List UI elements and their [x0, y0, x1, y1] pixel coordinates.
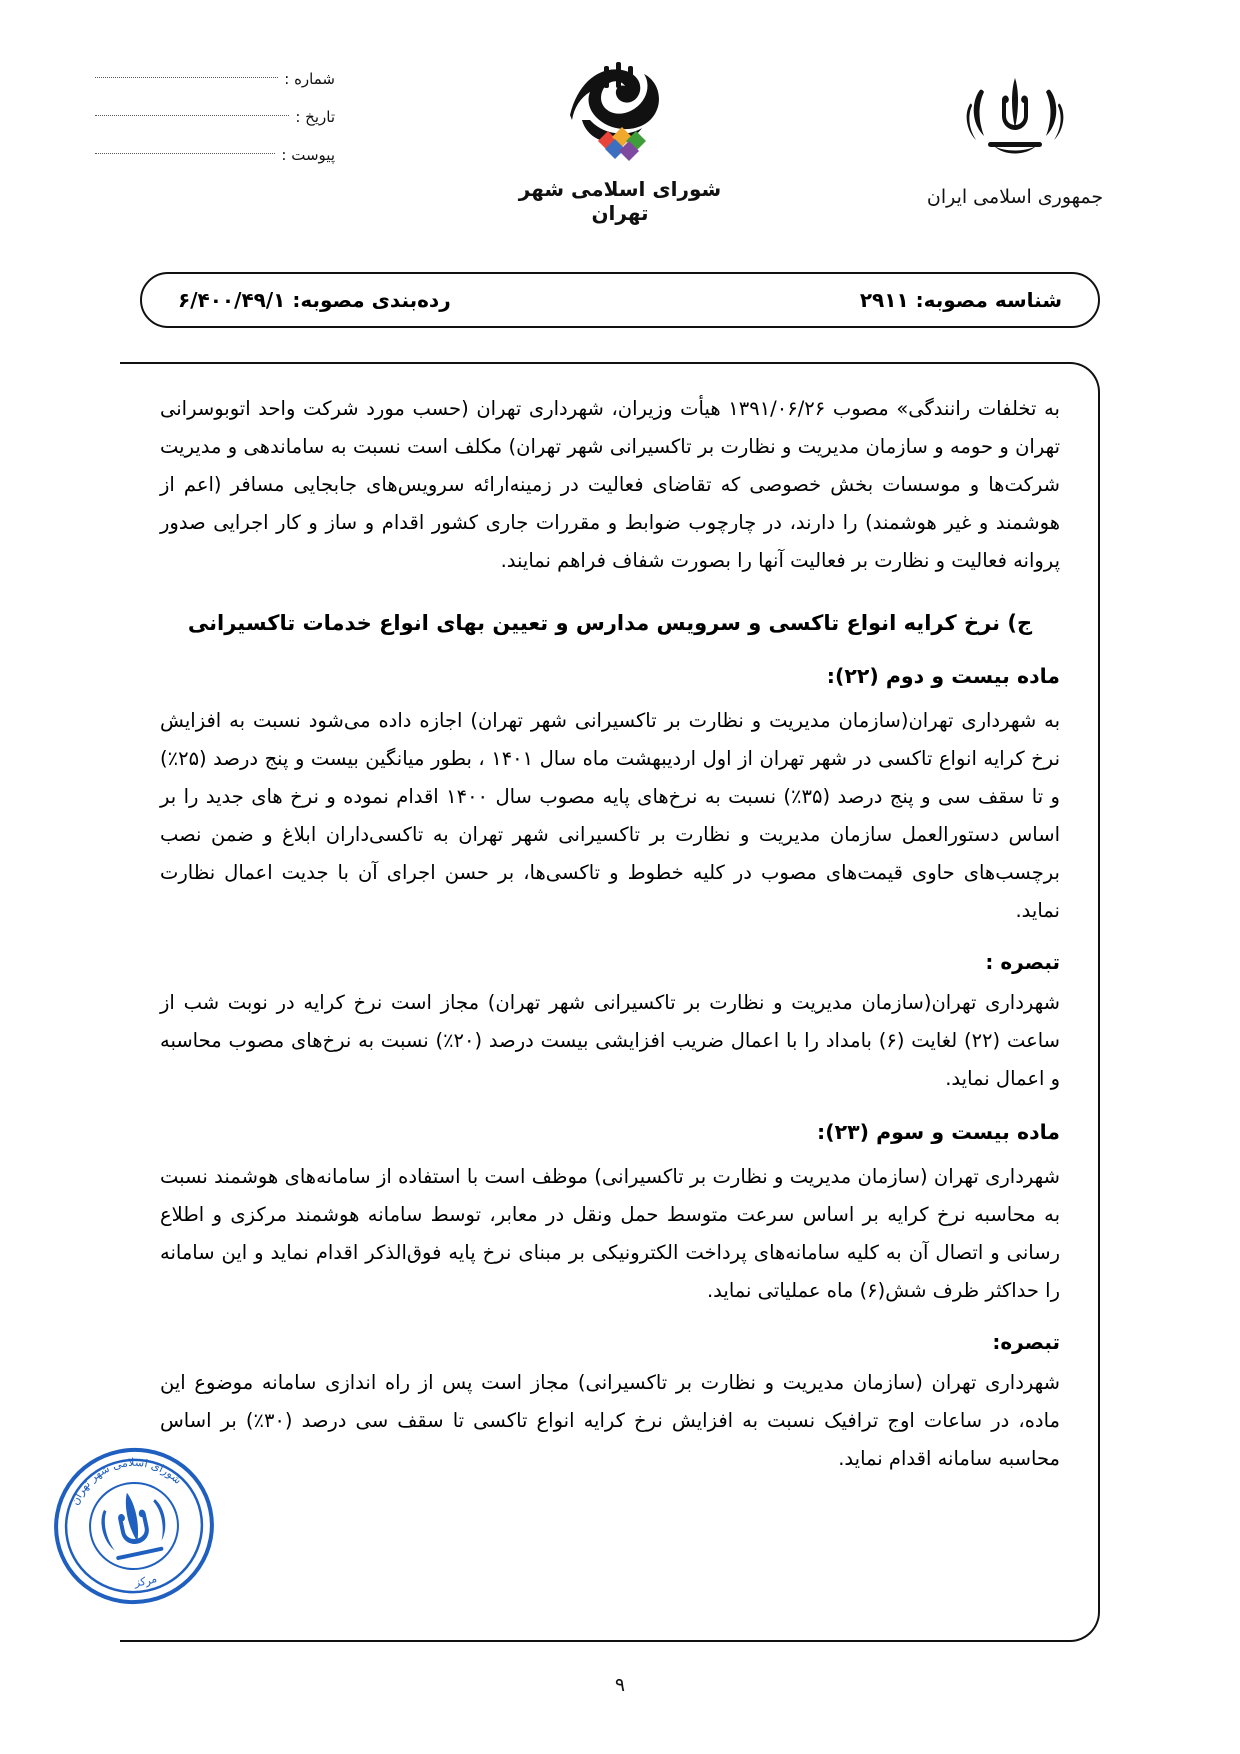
svg-text:مرکز: مرکز	[134, 1571, 159, 1590]
approval-classification-label: رده‌بندی مصوبه:	[292, 288, 451, 312]
note-1-label: تبصره :	[985, 949, 1060, 974]
section-heading: ج) نرخ کرایه انواع تاکسی و سرویس مدارس و تعیین بهای انواع خدمات تاکسیرانی	[187, 611, 1033, 636]
note-2-text: شهرداری تهران (سازمان مدیریت و نظارت بر تاکسیرانی) مجاز است پس از راه اندازی سامانه موضوع این ماده، در ساعات اوج ترافیک نسبت به افزایش نرخ کرایه انواع تاکسی تا سقف سی درصد (۳۰٪) بر اساس محاسبه سامانه اقدام نماید.	[160, 1370, 1060, 1470]
form-field-attachment	[95, 146, 335, 164]
iran-emblem-caption: جمهوری اسلامی ایران	[926, 186, 1104, 208]
document-body	[160, 390, 1060, 1478]
article-22-title: ماده بیست و دوم (۲۲):	[826, 663, 1060, 688]
city-council-logo	[490, 55, 750, 225]
iran-emblem	[900, 60, 1130, 208]
note-1-text: شهرداری تهران(سازمان مدیریت و نظارت بر تاکسیرانی شهر تهران) مجاز است نرخ کرایه در نوبت شب از ساعت (۲۲) لغایت (۶) بامداد را با اعمال ضریب افزایشی بیست درصد (۲۰٪) نسبت به نرخ‌های مصوب محاسبه و اعمال نماید.	[160, 990, 1061, 1090]
article-22-text: به شهرداری تهران(سازمان مدیریت و نظارت بر تاکسیرانی شهر تهران) اجازه داده می‌شود نسبت به افزایش نرخ کرایه انواع تاکسی در شهر تهران از اول اردیبهشت ماه سال ۱۴۰۱ ، بطور میانگین بیست و پنج درصد (۲۵٪) و تا سقف سی و پنج درصد (۳۵٪) نسبت به نرخ‌های پایه مصوب سال ۱۴۰۰ اقدام نموده و نرخ های جدید را بر اساس دستورالعمل سازمان مدیریت و نظارت بر تاکسیرانی شهر تهران به تاکسی‌داران ابلاغ و ضمن نصب برچسب‌های حاوی قیمت‌های مصوب در کلیه خطوط و تاکسی‌ها، بر حسن اجرای آن با جدیت اعمال نظارت نماید.	[160, 708, 1060, 922]
article-23-text: شهرداری تهران (سازمان مدیریت و نظارت بر تاکسیرانی) موظف است با استفاده از سامانه‌های هوشمند نسبت به محاسبه نرخ کرایه بر اساس سرعت متوسط حمل ونقل در معابر، توسط سامانه هوشمند مرکزی و اطلاع رسانی و اتصال آن به کلیه سامانه‌های پرداخت الکترونیکی بر مبنای نرخ پایه فوق‌الذکر اقدام نماید و این سامانه را حداکثر ظرف شش(۶) ماه عملیاتی نماید.	[160, 1164, 1060, 1302]
header-form-fields	[95, 70, 335, 184]
council-logo-mark-icon	[490, 55, 750, 175]
approval-classification-value: ۶/۴۰۰/۴۹/۱	[178, 288, 286, 312]
council-logo-caption: شورای اسلامی شهر تهران	[518, 177, 722, 225]
approval-classification	[178, 288, 451, 312]
form-field-attachment-label: پیوست :	[281, 146, 335, 164]
approval-identifier-value: ۲۹۱۱	[859, 288, 909, 312]
approval-id-bar	[140, 272, 1100, 328]
form-field-number	[95, 70, 335, 88]
official-seal-stamp	[42, 1434, 227, 1619]
dotted-line	[95, 76, 278, 78]
approval-identifier-label: شناسه مصوبه:	[915, 288, 1062, 312]
form-field-number-label: شماره :	[284, 70, 335, 88]
dotted-line	[95, 114, 289, 116]
document-header	[0, 30, 1240, 260]
form-field-date-label: تاریخ :	[295, 108, 335, 126]
article-23-title: ماده بیست و سوم (۲۳):	[817, 1119, 1060, 1144]
form-field-date	[95, 108, 335, 126]
note-2-label: تبصره:	[992, 1329, 1060, 1354]
dotted-line	[95, 152, 275, 154]
svg-text:شورای اسلامی شهر تهران: شورای اسلامی شهر تهران	[68, 1455, 185, 1508]
approval-identifier	[860, 288, 1062, 312]
iran-emblem-icon	[900, 60, 1130, 174]
page-number: ۹	[614, 1674, 626, 1696]
paragraph-intro: به تخلفات رانندگی» مصوب ۱۳۹۱/۰۶/۲۶ هیأت وزیران، شهرداری تهران (حسب مورد شرکت واحد اتوبوسرانی تهران و حومه و سازمان مدیریت و نظارت بر تاکسیرانی شهر تهران) مکلف است نسبت به ساماندهی و مدیریت شرکت‌ها و موسسات بخش خصوصی که تقاضای فعالیت در زمینه‌ارائه سرویس‌های جابجایی مسافر (اعم از هوشمند و غیر هوشمند) را دارند، در چارچوب ضوابط و مقررات جاری کشور اقدام و ساز و کار اجرایی صدور پروانه فعالیت و نظارت بر فعالیت آنها را بصورت شفاف فراهم نمایند.	[160, 397, 1060, 573]
